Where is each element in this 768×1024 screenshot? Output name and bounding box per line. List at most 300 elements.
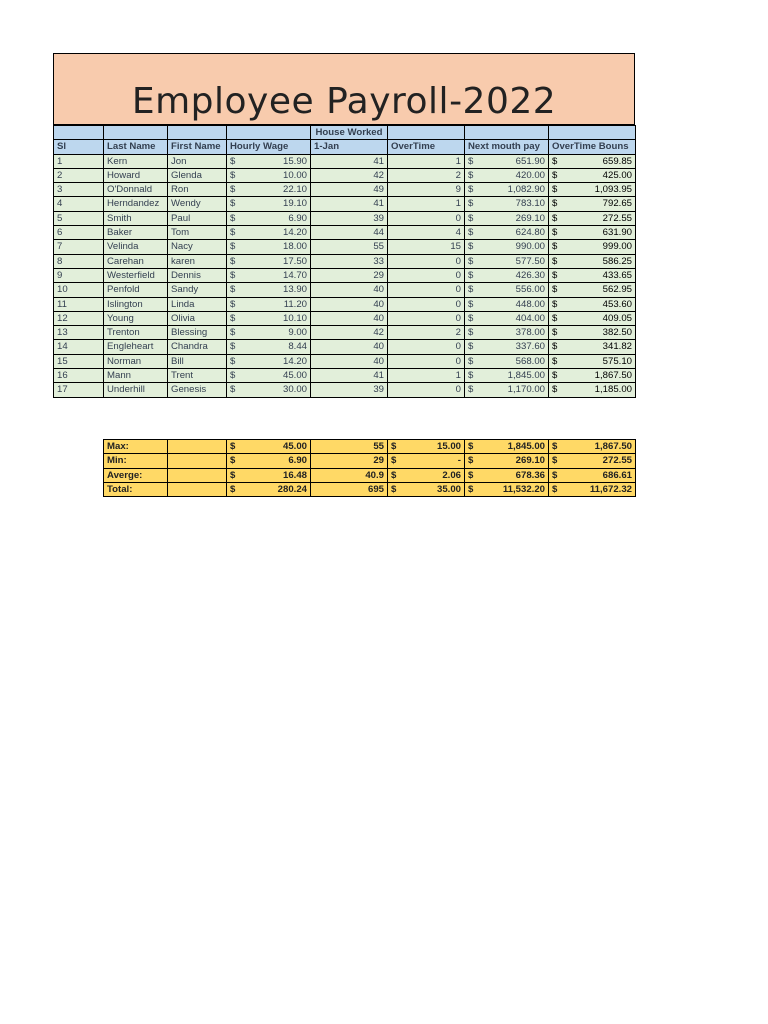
cell-first-name[interactable]: Dennis (168, 268, 227, 282)
col-header-overtime[interactable]: OverTime (388, 140, 465, 154)
cell-first-name[interactable]: Paul (168, 211, 227, 225)
cell-sl[interactable]: 4 (54, 197, 104, 211)
cell-next-month-pay-value: 404.00 (515, 312, 545, 324)
summary-hours[interactable]: 40.9 (311, 468, 388, 482)
cell-overtime-bonus[interactable] (549, 226, 636, 240)
currency-symbol: $ (468, 169, 474, 181)
currency-symbol: $ (552, 284, 558, 296)
currency-symbol: $ (552, 269, 558, 281)
cell-next-month-pay-value: 1,082.90 (507, 184, 545, 196)
currency-symbol: $ (468, 241, 474, 253)
cell-hourly-wage-value: 15.90 (282, 155, 307, 167)
cell-last-name[interactable]: Carehan (104, 254, 168, 268)
header-blank-cell[interactable] (54, 126, 104, 140)
currency-symbol: $ (468, 384, 474, 396)
cell-overtime-bonus[interactable] (549, 297, 636, 311)
cell-last-name[interactable]: Norman (104, 354, 168, 368)
cell-next-month-pay-value: 783.10 (515, 198, 545, 210)
cell-overtime[interactable]: 0 (388, 254, 465, 268)
cell-next-month-pay[interactable] (465, 154, 549, 168)
currency-symbol: $ (552, 327, 558, 339)
currency-symbol: $ (230, 198, 236, 210)
cell-first-name[interactable]: Chandra (168, 340, 227, 354)
cell-first-name[interactable]: Ron (168, 183, 227, 197)
cell-overtime[interactable]: 0 (388, 211, 465, 225)
cell-hours[interactable]: 42 (311, 326, 388, 340)
cell-sl[interactable]: 14 (54, 340, 104, 354)
cell-hourly-wage[interactable] (227, 297, 311, 311)
cell-hours[interactable]: 44 (311, 226, 388, 240)
cell-last-name[interactable]: Islington (104, 297, 168, 311)
cell-sl[interactable]: 6 (54, 226, 104, 240)
cell-overtime-bonus-value: 409.05 (602, 312, 632, 324)
summary-next-month-pay[interactable] (465, 482, 549, 496)
cell-last-name[interactable]: Velinda (104, 240, 168, 254)
cell-overtime-bonus[interactable] (549, 240, 636, 254)
currency-symbol: $ (552, 441, 558, 452)
cell-first-name[interactable]: Nacy (168, 240, 227, 254)
currency-symbol: $ (468, 212, 474, 224)
cell-overtime[interactable]: 0 (388, 354, 465, 368)
summary-row (104, 468, 636, 482)
cell-overtime[interactable]: 4 (388, 226, 465, 240)
col-header-hourly-wage[interactable]: Hourly Wage (227, 140, 311, 154)
cell-next-month-pay[interactable] (465, 297, 549, 311)
summary-hourly-wage-value: 16.48 (282, 469, 307, 481)
header-blank-cell[interactable] (549, 126, 636, 140)
currency-symbol: $ (468, 483, 474, 495)
cell-hours[interactable]: 39 (311, 383, 388, 397)
summary-overtime-bonus[interactable] (549, 468, 636, 482)
cell-hourly-wage[interactable] (227, 326, 311, 340)
cell-next-month-pay[interactable] (465, 197, 549, 211)
currency-symbol: $ (230, 341, 236, 353)
cell-next-month-pay[interactable] (465, 268, 549, 282)
cell-overtime-bonus[interactable] (549, 311, 636, 325)
cell-hourly-wage[interactable] (227, 168, 311, 182)
cell-sl[interactable]: 9 (54, 268, 104, 282)
currency-symbol: $ (230, 384, 236, 396)
summary-table (103, 439, 636, 497)
currency-symbol: $ (468, 227, 474, 239)
currency-symbol: $ (552, 483, 558, 495)
cell-hourly-wage-value: 18.00 (282, 241, 307, 253)
cell-first-name[interactable]: Genesis (168, 383, 227, 397)
currency-symbol: $ (468, 255, 474, 267)
cell-last-name[interactable]: Trenton (104, 326, 168, 340)
cell-sl[interactable]: 2 (54, 168, 104, 182)
cell-overtime-bonus-value: 562.95 (602, 284, 632, 296)
cell-next-month-pay[interactable] (465, 283, 549, 297)
cell-first-name[interactable]: karen (168, 254, 227, 268)
cell-next-month-pay-value: 269.10 (515, 212, 545, 224)
currency-symbol: $ (230, 469, 236, 481)
cell-next-month-pay[interactable] (465, 340, 549, 354)
currency-symbol: $ (230, 483, 236, 495)
currency-symbol: $ (552, 155, 558, 167)
cell-overtime[interactable]: 0 (388, 297, 465, 311)
currency-symbol: $ (230, 169, 236, 181)
summary-overtime[interactable] (388, 440, 465, 454)
currency-symbol: $ (468, 455, 474, 467)
cell-hours[interactable]: 39 (311, 211, 388, 225)
cell-overtime-bonus[interactable] (549, 197, 636, 211)
cell-overtime[interactable]: 0 (388, 383, 465, 397)
cell-first-name[interactable]: Linda (168, 297, 227, 311)
table-row (54, 197, 636, 211)
cell-overtime-bonus[interactable] (549, 340, 636, 354)
currency-symbol: $ (468, 355, 474, 367)
cell-next-month-pay[interactable] (465, 168, 549, 182)
cell-overtime[interactable]: 1 (388, 154, 465, 168)
cell-last-name[interactable]: Young (104, 311, 168, 325)
summary-next-month-pay[interactable] (465, 454, 549, 468)
header-blank-cell[interactable] (104, 126, 168, 140)
cell-next-month-pay-value: 624.80 (515, 227, 545, 239)
col-header-first-name[interactable]: First Name (168, 140, 227, 154)
summary-blank-cell[interactable] (168, 440, 227, 454)
summary-overtime-bonus[interactable] (549, 440, 636, 454)
cell-overtime-bonus[interactable] (549, 211, 636, 225)
cell-hours[interactable]: 41 (311, 197, 388, 211)
header-blank-cell[interactable] (227, 126, 311, 140)
cell-overtime-bonus[interactable] (549, 168, 636, 182)
currency-symbol: $ (552, 184, 558, 196)
currency-symbol: $ (468, 298, 474, 310)
currency-symbol: $ (552, 384, 558, 396)
cell-overtime-bonus[interactable] (549, 369, 636, 383)
cell-next-month-pay[interactable] (465, 311, 549, 325)
currency-symbol: $ (468, 370, 474, 382)
cell-last-name[interactable]: Smith (104, 211, 168, 225)
cell-sl[interactable]: 1 (54, 154, 104, 168)
cell-first-name[interactable]: Blessing (168, 326, 227, 340)
cell-hours[interactable]: 40 (311, 311, 388, 325)
table-row (54, 268, 636, 282)
cell-hours[interactable]: 49 (311, 183, 388, 197)
col-header-overtime-bonus[interactable]: OverTime Bouns (549, 140, 636, 154)
cell-hourly-wage[interactable] (227, 354, 311, 368)
header-blank-cell[interactable] (388, 126, 465, 140)
summary-hourly-wage[interactable] (227, 454, 311, 468)
currency-symbol: $ (230, 370, 236, 382)
cell-hourly-wage[interactable] (227, 311, 311, 325)
currency-symbol: $ (552, 255, 558, 267)
cell-last-name[interactable]: Baker (104, 226, 168, 240)
summary-overtime-value: 15.00 (436, 441, 461, 452)
cell-overtime[interactable]: 9 (388, 183, 465, 197)
currency-symbol: $ (552, 198, 558, 210)
cell-last-name[interactable]: Westerfield (104, 268, 168, 282)
header-group-row (54, 126, 636, 140)
summary-overtime[interactable] (388, 468, 465, 482)
cell-first-name[interactable]: Glenda (168, 168, 227, 182)
cell-hourly-wage-value: 8.44 (288, 341, 307, 353)
cell-sl[interactable]: 5 (54, 211, 104, 225)
currency-symbol: $ (468, 155, 474, 167)
summary-row (104, 454, 636, 468)
cell-overtime-bonus[interactable] (549, 183, 636, 197)
cell-overtime[interactable]: 2 (388, 326, 465, 340)
currency-symbol: $ (468, 284, 474, 296)
summary-overtime-bonus-value: 1,867.50 (594, 441, 632, 452)
cell-next-month-pay-value: 651.90 (515, 155, 545, 167)
currency-symbol: $ (230, 255, 236, 267)
cell-overtime-bonus[interactable] (549, 326, 636, 340)
summary-hours[interactable]: 695 (311, 482, 388, 496)
cell-last-name[interactable]: Kern (104, 154, 168, 168)
cell-hours[interactable]: 40 (311, 340, 388, 354)
cell-hourly-wage-value: 17.50 (282, 255, 307, 267)
currency-symbol: $ (391, 455, 397, 467)
cell-last-name[interactable]: Underhill (104, 383, 168, 397)
currency-symbol: $ (230, 312, 236, 324)
header-blank-cell[interactable] (465, 126, 549, 140)
cell-hourly-wage[interactable] (227, 183, 311, 197)
currency-symbol: $ (552, 455, 558, 467)
cell-next-month-pay[interactable] (465, 211, 549, 225)
summary-label[interactable]: Averge: (104, 468, 168, 482)
cell-overtime[interactable]: 2 (388, 168, 465, 182)
cell-first-name[interactable]: Tom (168, 226, 227, 240)
table-row (54, 383, 636, 397)
cell-last-name[interactable]: Herndandez (104, 197, 168, 211)
currency-symbol: $ (552, 312, 558, 324)
cell-sl[interactable]: 8 (54, 254, 104, 268)
cell-next-month-pay-value: 448.00 (515, 298, 545, 310)
summary-hours[interactable]: 29 (311, 454, 388, 468)
cell-overtime-bonus-value: 425.00 (602, 169, 632, 181)
cell-first-name[interactable]: Olivia (168, 311, 227, 325)
cell-next-month-pay-value: 1,845.00 (507, 370, 545, 382)
cell-hourly-wage[interactable] (227, 369, 311, 383)
cell-next-month-pay-value: 337.60 (515, 341, 545, 353)
currency-symbol: $ (552, 370, 558, 382)
cell-overtime-bonus[interactable] (549, 354, 636, 368)
cell-next-month-pay[interactable] (465, 183, 549, 197)
summary-overtime-bonus[interactable] (549, 482, 636, 496)
currency-symbol: $ (552, 212, 558, 224)
cell-next-month-pay[interactable] (465, 254, 549, 268)
cell-overtime-bonus-value: 433.65 (602, 269, 632, 281)
currency-symbol: $ (552, 355, 558, 367)
summary-hourly-wage[interactable] (227, 482, 311, 496)
currency-symbol: $ (552, 298, 558, 310)
currency-symbol: $ (552, 227, 558, 239)
cell-next-month-pay-value: 420.00 (515, 169, 545, 181)
cell-overtime[interactable]: 15 (388, 240, 465, 254)
cell-hourly-wage[interactable] (227, 340, 311, 354)
col-header-next-month-pay[interactable]: Next mouth pay (465, 140, 549, 154)
table-row (54, 311, 636, 325)
cell-hourly-wage[interactable] (227, 240, 311, 254)
cell-next-month-pay[interactable] (465, 354, 549, 368)
summary-overtime[interactable] (388, 454, 465, 468)
cell-overtime-bonus[interactable] (549, 268, 636, 282)
cell-hourly-wage-value: 11.20 (283, 298, 307, 310)
currency-symbol: $ (230, 441, 236, 452)
cell-hourly-wage[interactable] (227, 268, 311, 282)
currency-symbol: $ (391, 441, 397, 452)
cell-sl[interactable]: 12 (54, 311, 104, 325)
cell-hourly-wage[interactable] (227, 254, 311, 268)
summary-next-month-pay[interactable] (465, 440, 549, 454)
cell-first-name[interactable]: Sandy (168, 283, 227, 297)
sheet-title-banner (53, 53, 635, 125)
col-header-last-name[interactable]: Last Name (104, 140, 168, 154)
cell-hourly-wage[interactable] (227, 154, 311, 168)
cell-overtime-bonus[interactable] (549, 383, 636, 397)
cell-hours[interactable]: 42 (311, 168, 388, 182)
summary-overtime[interactable] (388, 482, 465, 496)
cell-hours[interactable]: 40 (311, 283, 388, 297)
header-blank-cell[interactable] (168, 126, 227, 140)
cell-overtime-bonus-value: 792.65 (602, 198, 632, 210)
currency-symbol: $ (468, 441, 474, 452)
summary-hourly-wage[interactable] (227, 440, 311, 454)
summary-row (104, 482, 636, 496)
hours-worked-group-header[interactable]: House Worked (311, 126, 388, 140)
cell-first-name[interactable]: Bill (168, 354, 227, 368)
summary-hourly-wage[interactable] (227, 468, 311, 482)
cell-last-name[interactable]: Howard (104, 168, 168, 182)
summary-next-month-pay-value: 1,845.00 (507, 441, 545, 452)
cell-overtime[interactable]: 1 (388, 369, 465, 383)
currency-symbol: $ (230, 455, 236, 467)
summary-hourly-wage-value: 6.90 (288, 455, 307, 467)
cell-overtime[interactable]: 0 (388, 268, 465, 282)
currency-symbol: $ (468, 327, 474, 339)
cell-hourly-wage[interactable] (227, 211, 311, 225)
cell-last-name[interactable]: Mann (104, 369, 168, 383)
cell-hourly-wage-value: 10.00 (282, 169, 307, 181)
cell-hours[interactable]: 40 (311, 297, 388, 311)
cell-first-name[interactable]: Jon (168, 154, 227, 168)
table-row (54, 354, 636, 368)
currency-symbol: $ (230, 269, 236, 281)
currency-symbol: $ (230, 155, 236, 167)
currency-symbol: $ (552, 169, 558, 181)
table-row (54, 211, 636, 225)
summary-label[interactable]: Total: (104, 482, 168, 496)
cell-overtime-bonus-value: 575.10 (602, 355, 632, 367)
cell-overtime-bonus[interactable] (549, 254, 636, 268)
cell-first-name[interactable]: Wendy (168, 197, 227, 211)
summary-overtime-bonus-value: 686.61 (602, 469, 632, 481)
cell-last-name[interactable]: Penfold (104, 283, 168, 297)
summary-next-month-pay-value: 678.36 (515, 469, 545, 481)
cell-sl[interactable]: 11 (54, 297, 104, 311)
table-row (54, 340, 636, 354)
summary-hours[interactable]: 55 (311, 440, 388, 454)
cell-hours[interactable]: 33 (311, 254, 388, 268)
payroll-table (53, 125, 636, 398)
cell-hourly-wage[interactable] (227, 197, 311, 211)
cell-overtime-bonus[interactable] (549, 283, 636, 297)
cell-hours[interactable]: 41 (311, 369, 388, 383)
cell-hourly-wage-value: 6.90 (288, 212, 307, 224)
cell-next-month-pay[interactable] (465, 326, 549, 340)
cell-next-month-pay[interactable] (465, 383, 549, 397)
cell-overtime[interactable]: 0 (388, 340, 465, 354)
cell-hourly-wage-value: 9.00 (288, 327, 307, 339)
cell-overtime[interactable]: 0 (388, 283, 465, 297)
summary-row (104, 440, 636, 454)
cell-overtime-bonus[interactable] (549, 154, 636, 168)
cell-overtime[interactable]: 1 (388, 197, 465, 211)
cell-hourly-wage-value: 22.10 (282, 184, 307, 196)
cell-sl[interactable]: 17 (54, 383, 104, 397)
currency-symbol: $ (230, 298, 236, 310)
currency-symbol: $ (552, 469, 558, 481)
summary-next-month-pay[interactable] (465, 468, 549, 482)
cell-next-month-pay[interactable] (465, 240, 549, 254)
cell-sl[interactable]: 16 (54, 369, 104, 383)
cell-next-month-pay-value: 990.00 (515, 241, 545, 253)
summary-label[interactable]: Max: (104, 440, 168, 454)
summary-blank-cell[interactable] (168, 468, 227, 482)
cell-next-month-pay[interactable] (465, 226, 549, 240)
col-header-sl[interactable]: Sl (54, 140, 104, 154)
cell-sl[interactable]: 13 (54, 326, 104, 340)
cell-hourly-wage-value: 30.00 (282, 384, 307, 396)
cell-first-name[interactable]: Trent (168, 369, 227, 383)
cell-overtime-bonus-value: 382.50 (602, 327, 632, 339)
cell-hours[interactable]: 55 (311, 240, 388, 254)
cell-last-name[interactable]: Engleheart (104, 340, 168, 354)
summary-label[interactable]: Min: (104, 454, 168, 468)
currency-symbol: $ (468, 198, 474, 210)
cell-hourly-wage-value: 45.00 (282, 370, 307, 382)
currency-symbol: $ (468, 184, 474, 196)
summary-overtime-bonus[interactable] (549, 454, 636, 468)
summary-blank-cell[interactable] (168, 482, 227, 496)
cell-hourly-wage-value: 14.20 (282, 227, 307, 239)
cell-overtime-bonus-value: 586.25 (602, 255, 632, 267)
cell-sl[interactable]: 7 (54, 240, 104, 254)
cell-overtime[interactable]: 0 (388, 311, 465, 325)
cell-sl[interactable]: 3 (54, 183, 104, 197)
cell-sl[interactable]: 15 (54, 354, 104, 368)
summary-blank-cell[interactable] (168, 454, 227, 468)
cell-next-month-pay[interactable] (465, 369, 549, 383)
cell-hourly-wage-value: 10.10 (282, 312, 307, 324)
cell-sl[interactable]: 10 (54, 283, 104, 297)
summary-next-month-pay-value: 11,532.20 (502, 483, 545, 495)
col-header-hours-date[interactable]: 1-Jan (311, 140, 388, 154)
currency-symbol: $ (468, 469, 474, 481)
cell-hourly-wage-value: 14.70 (282, 269, 307, 281)
table-row (54, 168, 636, 182)
cell-hours[interactable]: 40 (311, 354, 388, 368)
currency-symbol: $ (468, 312, 474, 324)
currency-symbol: $ (391, 483, 397, 495)
currency-symbol: $ (230, 184, 236, 196)
currency-symbol: $ (230, 284, 236, 296)
currency-symbol: $ (391, 469, 397, 481)
cell-hourly-wage[interactable] (227, 383, 311, 397)
cell-overtime-bonus-value: 453.60 (602, 298, 632, 310)
cell-hours[interactable]: 29 (311, 268, 388, 282)
cell-last-name[interactable]: O'Donnald (104, 183, 168, 197)
cell-hours[interactable]: 41 (311, 154, 388, 168)
currency-symbol: $ (468, 269, 474, 281)
cell-hourly-wage[interactable] (227, 226, 311, 240)
cell-overtime-bonus-value: 659.85 (602, 155, 632, 167)
cell-hourly-wage[interactable] (227, 283, 311, 297)
cell-hourly-wage-value: 19.10 (282, 198, 307, 210)
currency-symbol: $ (230, 355, 236, 367)
